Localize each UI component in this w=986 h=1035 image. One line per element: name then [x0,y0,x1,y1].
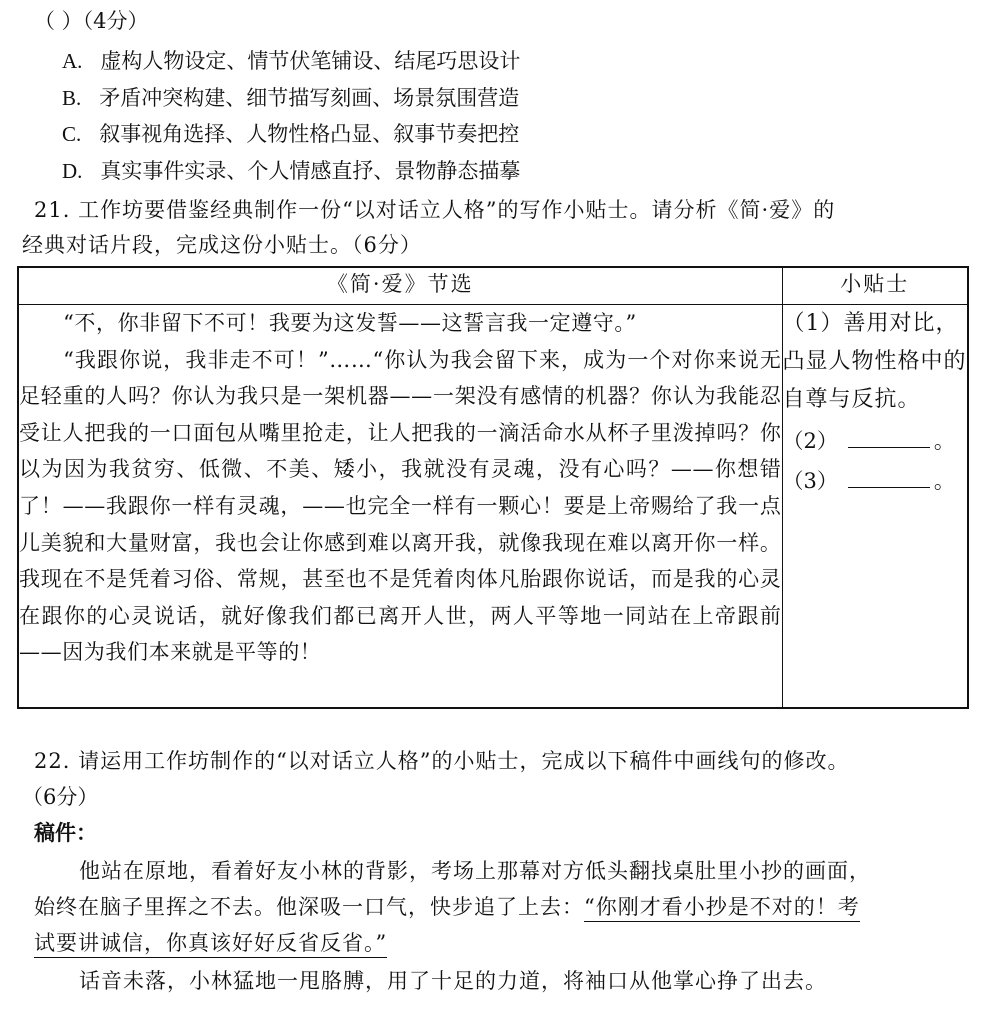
underlined-sentence-part1: “你刚才看小抄是不对的！考 [584,895,860,922]
tip-2-blank[interactable] [848,429,930,448]
excerpt-cell [18,305,782,709]
option-letter: A. [62,49,83,73]
jane-eyre-table [17,266,969,709]
option-text: 真实事件实录、个人情感直抒、景物静态描摹 [100,159,521,183]
draft-label: 稿件： [34,820,97,845]
draft-para2: 话音未落，小林猛地一甩胳膊，用了十足的力道，将袖口从他掌心挣了出去。 [79,969,827,993]
tip-3-row [783,463,968,499]
q20-option-c [62,119,519,149]
option-letter: B. [62,86,82,110]
excerpt-paragraph-1: “不，你非留下不可！我要为这发誓——这誓言我一定遵守。” [63,311,637,335]
q21-prompt-line1: 21. 工作坊要借鉴经典制作一份“以对话立人格”的写作小贴士。请分析《简·爱》的 [34,198,836,222]
option-letter: C. [62,122,82,146]
q22-prompt-line1: 22. 请运用工作坊制作的“以对话立人格”的小贴士，完成以下稿件中画线句的修改。 [34,749,850,773]
tip-1: （1）善用对比，凸显人物性格中的自尊与反抗。 [782,311,967,412]
tip-2-end: 。 [933,429,955,453]
tip-3-blank[interactable] [848,469,930,488]
tip-2-label: （2） [782,429,838,453]
draft-para1-line2 [34,892,860,922]
tips-header: 小贴士 [782,267,968,305]
draft-plain-text: 始终在脑子里挥之不去。他深吸一口气，快步追了上去： [34,895,584,919]
draft-para1-line1: 他站在原地，看着好友小林的背影，考场上那幕对方低头翻找桌肚里小抄的画面， [79,859,871,883]
option-text: 虚构人物设定、情节伏笔铺设、结尾巧思设计 [100,49,521,73]
tip-3-label: （3） [782,469,838,493]
option-letter: D. [62,159,83,183]
excerpt-paragraph-2: “我跟你说，我非走不可！”……“你认为我会留下来，成为一个对你来说无足轻重的人吗？你认为我只是一架机器——一架没有感情的机器？你认为我能忍受让人把我的一口面包从嘴里抢走，让人把我的一滴活命水从杯子里泼掉吗？你以为因为我贫穷、低微、不美、矮小，我就没有灵魂，没有心吗？——你想错了！——我跟你一样有灵魂，——也完全一样有一颗心！要是上帝赐给了我一点儿美貌和大量财富，我也会让你感到难以离开我，就像我现在难以离开你一样。我现在不是凭着习俗、常规，甚至也不是凭着肉体凡胎跟你说话，而是我的心灵在跟你的心灵说话，就好像我们都已离开人世，两人平等地一同站在上帝跟前——因为我们本来就是平等的！ [19,347,782,665]
q20-option-a [62,46,520,76]
underlined-sentence-part2: 试要讲诚信，你真该好好反省反省。” [34,931,387,958]
q20-option-b [62,83,519,113]
q20-answer-bracket: （ ）（4分） [34,9,149,33]
option-text: 叙事视角选择、人物性格凸显、叙事节奏把控 [99,122,520,146]
tip-2-row [783,423,968,459]
q21-prompt-line2: 经典对话片段，完成这份小贴士。（6分） [22,233,422,257]
excerpt-header: 《简·爱》节选 [18,267,782,305]
option-text: 矛盾冲突构建、细节描写刻画、场景氛围营造 [99,86,520,110]
draft-para1-line3 [34,928,387,958]
tips-cell [782,305,968,709]
q22-prompt-line2: （6分） [22,785,99,809]
tip-3-end: 。 [933,469,955,493]
q20-option-d [62,156,520,186]
